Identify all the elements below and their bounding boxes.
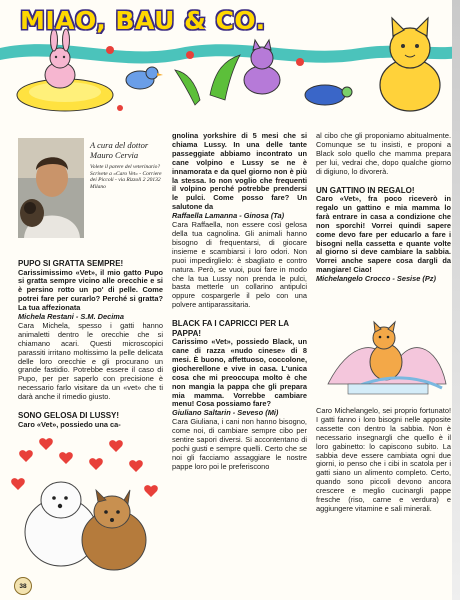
dogs-with-hearts-illustration	[6, 432, 166, 582]
lussy-letter: gnolina yorkshire di 5 mesi che si chiama Lussy. In una delle tante passeggiate abbiamo incontrato un cane volpino e Lussy se ne è innamorata e da quel giorno non è più la stessa. Io non voglio che frequenti il volpino perché potrebbe prendersi le pulci. Come posso fare? Un salutone da	[172, 131, 307, 212]
lussy-letter-start: Caro «Vet», possiedo una ca-	[18, 419, 121, 429]
column-3	[316, 132, 451, 284]
lussy-headline: SONO GELOSA DI LUSSY!	[18, 411, 120, 421]
veterinarian-photo	[18, 138, 84, 238]
vet-byline: A cura del dottor Mauro Cervia	[90, 140, 149, 160]
vet-info	[90, 140, 168, 190]
black-headline: BLACK FA I CAPRICCI PER LA PAPPA!	[172, 319, 289, 338]
column-2	[172, 132, 307, 472]
header-banner	[0, 0, 460, 125]
gattino-headline: UN GATTINO IN REGALO!	[316, 185, 415, 195]
pupo-headline: PUPO SI GRATTA SEMPRE!	[18, 259, 124, 268]
vet-contact-note: Volete il parere del veterinario? Scrivete a «Caro Vet» - Corriere dei Piccoli - via Rizzoli 2 20132 Milano	[90, 164, 162, 190]
page-number: 38	[14, 577, 32, 595]
column-1	[18, 255, 163, 430]
black-reply: Cara Giuliana, i cani non hanno bisogno, come noi, di cambiare sempre cibo per sentire sapori diversi. Si accontentano di pochi gusti e sempre quelli. Certo che se noi gli facciamo assaggiare le nostre pappe loro poi le preferiscono	[172, 417, 307, 471]
lussy-reply: Cara Raffaella, non essere così gelosa della tua cagnolina. Gli animali hanno bisogno di frequentarsi, di giocare insieme e scambiarsi i loro odori. Non puoi impedirglielo: è sbagliato e contro natura. Però, se vuoi, puoi fare in modo che la tua Lussy non prenda le pulci, basta metterle un collarino antipulci oppure cospargerle il pelo con una polvere antiparassitaria.	[172, 220, 307, 310]
lussy-signature: Raffaella Lamanna - Ginosa (Ta)	[172, 211, 285, 221]
kitten-gift-illustration	[318, 314, 452, 402]
page-title: MIAO, BAU & CO.	[20, 6, 266, 35]
gattino-letter: Caro «Vet», fra poco riceverò in regalo un gattino e mia mamma lo farà entrare in casa a condizione che non sporchi! Vorrei quindi sapere come devo fare per educarlo a fare i bisogni nella cassetta e quante volte al giorno si deve cambiare la sabbia. Vorrei anche sapere cosa dargli da mangiare! Ciao!	[316, 194, 451, 275]
pupo-reply: Cara Michela, spesso i gatti hanno animaletti dentro le orecchie che si chiamano acari. Questi microscopici parassiti irritano moltissimo la pelle delicata delle loro orecchie e gli procurano un grande fastidio. Potrebbe essere il caso di Pupo, per per saperlo con precisione è necessario farlo visitare da un «vet» che ti darà anche il rimedio giusto.	[18, 320, 163, 402]
page-edge	[452, 0, 460, 600]
black-reply-continued: al cibo che gli proponiamo abitualmente. Comunque se tu insisti, e proponi a Black solo quello che mamma prepara per lui, vedrai che, dopo qualche giorno di digiuno, lo divorerà.	[316, 131, 451, 176]
column-3-continued	[316, 407, 451, 514]
gattino-signature: Michelangelo Crocco - Sesise (Pz)	[316, 274, 436, 284]
black-letter: Carissimo «Vet», possiedo Black, un cane di razza «nudo cinese» di 8 mesi. È buono, affettuoso, coccolone, giocherellone e vive in casa. L'unica cosa che mi preoccupa molto è che non mangia la pappa che gli prepara mia mamma. Vorrebbe cambiare menu! Cosa possiamo fare?	[172, 337, 307, 409]
pupo-signature: Michela Restani - S.M. Decima	[18, 312, 124, 322]
gattino-reply: Caro Michelangelo, sei proprio fortunato! I gatti fanno i loro bisogni nelle apposite cassette con dentro la sabbia. Non è necessario insegnargli che quello è il loro gabinetto: lo capiscono subito. La sabbia deve essere cambiata ogni due giorni, io penso che i cibi in scatola per i gatti siano un alimento completo. Certo, quando sono piccoli devono ancora crescere e meglio cucinargli pappe fresche (riso, carne e verdura) e aggiungere vitamine e sali minerali.	[316, 406, 451, 513]
black-signature: Giuliano Saltarin - Seveso (Mi)	[172, 408, 279, 418]
pupo-letter: Carissimissimo «Vet», il mio gatto Pupo si gratta sempre vicino alle orecchie e si è persino rotto un po' di pelle. Come potrei fare per curarlo? Perché si gratta? La tua affezionata	[18, 267, 163, 313]
